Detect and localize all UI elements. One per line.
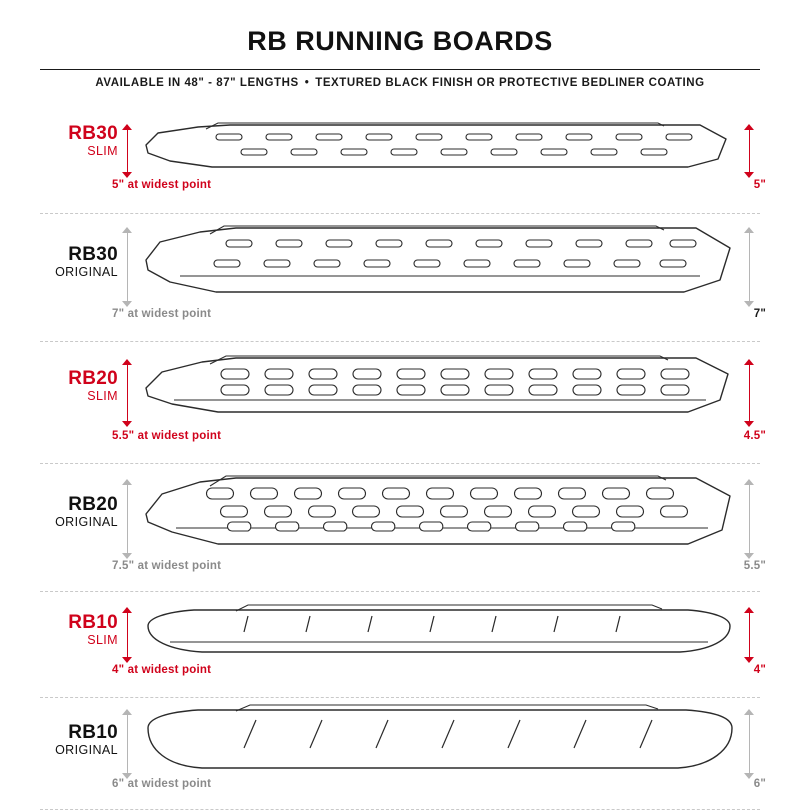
width-caption: 7.5" at widest point xyxy=(112,560,222,572)
height-dimension-arrow-right xyxy=(744,710,756,778)
board-row-rb30-slim xyxy=(0,103,800,214)
board-illustration-rb20-slim xyxy=(140,348,738,444)
width-caption: 5" at widest point xyxy=(112,179,212,191)
height-dimension-arrow-left xyxy=(122,228,134,306)
header-subtitle xyxy=(0,77,800,89)
height-dimension-arrow-right xyxy=(744,608,756,662)
width-caption: 4" at widest point xyxy=(112,664,212,676)
board-illustration-rb20-original xyxy=(140,468,738,570)
board-label-rb10-original xyxy=(36,722,118,758)
board-variant: ORIGINAL xyxy=(55,265,118,279)
header xyxy=(0,0,800,89)
height-caption: 5.5" xyxy=(743,560,766,572)
board-model: RB20 xyxy=(68,494,118,515)
page-title: RB RUNNING BOARDS xyxy=(247,26,553,56)
height-caption: 7" xyxy=(753,308,766,320)
board-row-rb20-slim xyxy=(0,342,800,464)
board-label-rb20-slim xyxy=(36,368,118,404)
height-dimension-arrow-left xyxy=(122,710,134,778)
board-model: RB20 xyxy=(68,368,118,389)
board-variant: ORIGINAL xyxy=(55,515,118,529)
board-model: RB30 xyxy=(68,123,118,144)
height-dimension-arrow-right xyxy=(744,480,756,558)
board-model: RB10 xyxy=(68,722,118,743)
header-divider xyxy=(40,69,760,70)
height-caption: 5" xyxy=(753,179,766,191)
subtitle-lengths: AVAILABLE IN 48" - 87" LENGTHS xyxy=(95,77,299,89)
width-caption: 7" at widest point xyxy=(112,308,212,320)
board-label-rb30-original xyxy=(36,244,118,280)
board-illustration-rb30-slim xyxy=(140,109,738,201)
board-label-rb20-original xyxy=(36,494,118,530)
height-caption: 4" xyxy=(753,664,766,676)
width-caption: 5.5" at widest point xyxy=(112,430,222,442)
subtitle-finish: TEXTURED BLACK FINISH OR PROTECTIVE BEDLINER COATING xyxy=(315,77,705,89)
board-rows xyxy=(0,103,800,810)
board-model: RB10 xyxy=(68,612,118,633)
subtitle-separator: • xyxy=(304,77,310,89)
height-dimension-arrow-right xyxy=(744,228,756,306)
board-row-rb20-original xyxy=(0,464,800,592)
height-dimension-arrow-right xyxy=(744,360,756,426)
height-dimension-arrow-left xyxy=(122,480,134,558)
height-dimension-arrow-right xyxy=(744,125,756,177)
board-row-rb30-original xyxy=(0,214,800,342)
height-dimension-arrow-left xyxy=(122,360,134,426)
board-row-rb10-original xyxy=(0,698,800,810)
height-caption: 4.5" xyxy=(743,430,766,442)
board-variant: ORIGINAL xyxy=(55,743,118,757)
board-label-rb30-slim xyxy=(36,123,118,159)
width-caption: 6" at widest point xyxy=(112,778,212,790)
board-illustration-rb10-slim xyxy=(140,598,738,684)
board-model: RB30 xyxy=(68,244,118,265)
board-variant: SLIM xyxy=(87,389,118,403)
board-label-rb10-slim xyxy=(36,612,118,648)
board-row-rb10-slim xyxy=(0,592,800,698)
board-illustration-rb10-original xyxy=(140,700,738,794)
height-caption: 6" xyxy=(753,778,766,790)
height-dimension-arrow-left xyxy=(122,608,134,662)
height-dimension-arrow-left xyxy=(122,125,134,177)
board-variant: SLIM xyxy=(87,144,118,158)
board-variant: SLIM xyxy=(87,633,118,647)
board-illustration-rb30-original xyxy=(140,218,738,318)
